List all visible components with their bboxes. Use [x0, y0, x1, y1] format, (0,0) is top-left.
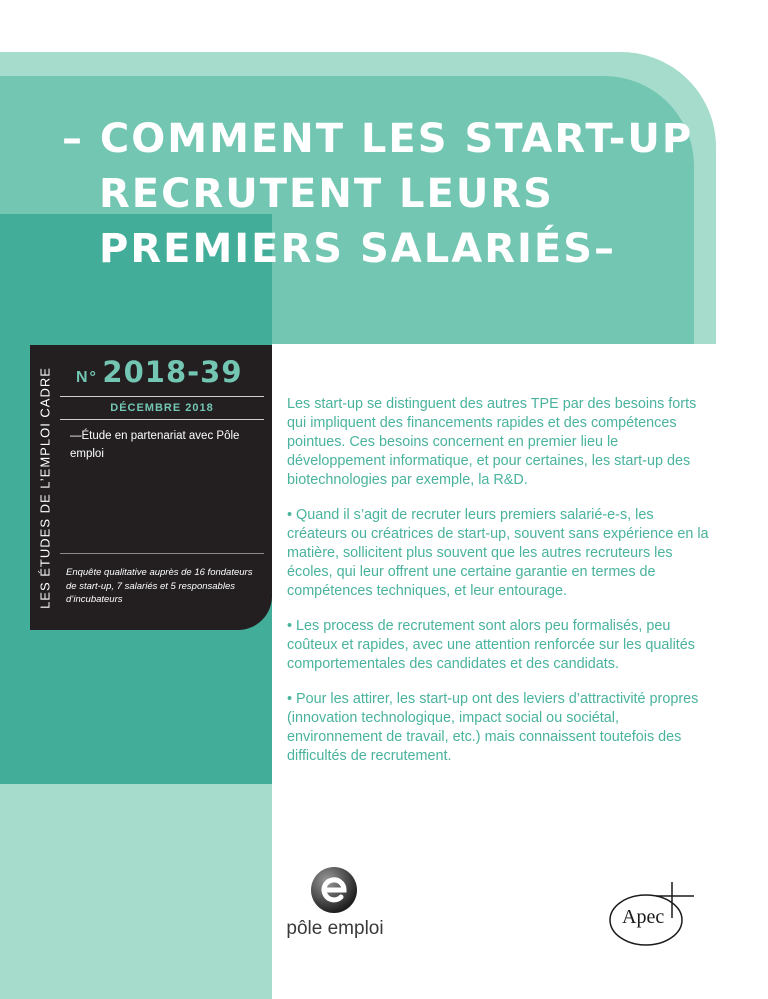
issue-date: DÉCEMBRE 2018 [60, 396, 264, 420]
summary-text [287, 395, 715, 782]
summary-paragraph: • Les process de recrutement sont alors peu formalisés, peu coûteux et rapides, avec une attention renforcée sur les qualités comportementales des candidates et des candidats. [287, 618, 695, 672]
cover-block-bottom [0, 784, 272, 999]
report-title [62, 112, 702, 277]
issue-card [60, 345, 272, 630]
issue-number: 2018-39 [102, 355, 243, 389]
pole-emploi-logo [280, 866, 390, 951]
title-line-3: PREMIERS SALARIÉS– [99, 226, 617, 272]
apec-name: Apec [622, 906, 665, 928]
summary-paragraph: • Quand il s’agit de recruter leurs premiers salarié-e-s, les créateurs ou créatrices de start-up, souvent sans expérience en la matière, sollicitent plus souvent que les autres recruteurs les écoles, qui leur offrent une certaine garantie en termes de compétences techniques, et leur entourage. [287, 507, 709, 599]
apec-logo [604, 878, 700, 950]
pole-emploi-name: pôle emploi [286, 918, 384, 939]
issue-number-block [76, 355, 243, 389]
series-sidebar [30, 345, 60, 630]
pole-emploi-e-icon [310, 866, 358, 914]
issue-prefix: N° [76, 369, 98, 386]
title-line-2: RECRUTENT LEURS [99, 171, 554, 217]
series-label: LES ÉTUDES DE L’EMPLOI CADRE [37, 366, 53, 609]
summary-paragraph: • Pour les attirer, les start-up ont des leviers d’attractivité propres (innovation technologique, impact social ou sociétal, environnement de travail, etc.) mais connaissent toutefois des difficultés de recrutement. [287, 691, 699, 764]
summary-paragraph: Les start-up se distinguent des autres TPE par des besoins forts qui impliquent des financements rapides et des compétences pointues. Ces besoins concernent en premier lieu le développement informatique, et pour certaines, les start-up des biotechnologies par exemple, la R&D. [287, 396, 697, 488]
methodology-note: Enquête qualitative auprès de 16 fondateurs de start-up, 7 salariés et 5 responsables d’incubateurs [66, 567, 253, 605]
card-divider [60, 553, 264, 554]
title-line-1: – COMMENT LES START-UP [62, 116, 694, 162]
partner-note: —Étude en partenariat avec Pôle emploi [70, 430, 240, 460]
